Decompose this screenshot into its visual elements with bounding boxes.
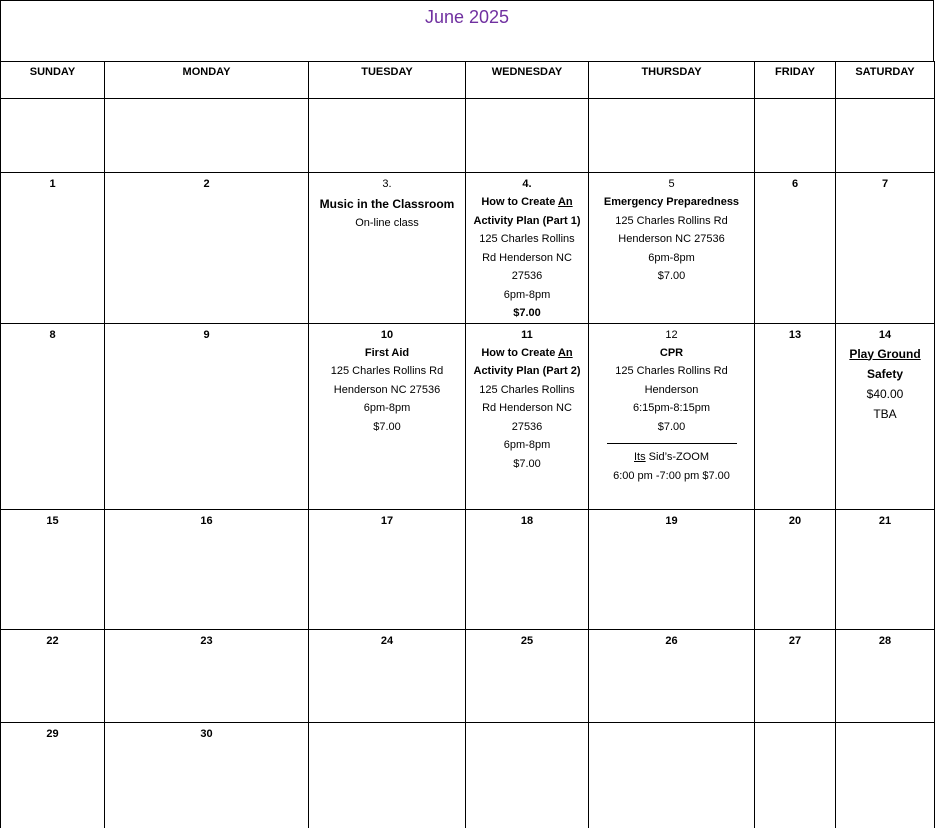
event-price: $7.00	[373, 420, 401, 433]
day-cell	[1, 722, 105, 828]
title-box	[0, 0, 934, 62]
day-number: 27	[788, 634, 802, 647]
day-number: 26	[665, 634, 678, 647]
event-time: 6:15pm-8:15pm	[632, 402, 711, 414]
day-cell	[755, 99, 836, 173]
day-cell	[836, 99, 935, 173]
day-number: 4.	[522, 178, 532, 190]
event-price: $7.00	[657, 420, 686, 433]
day-cell	[1, 509, 105, 629]
day-number: 22	[46, 634, 59, 647]
day-cell	[309, 509, 466, 629]
event-price: $7.00	[657, 270, 686, 282]
event-title-cont: Safety	[866, 366, 904, 381]
day-number: 7	[881, 178, 889, 190]
day-cell	[309, 629, 466, 722]
event-title: Music in the Classroom	[319, 197, 455, 211]
day-cell	[105, 323, 309, 509]
day-cell	[589, 173, 755, 324]
day-number: 28	[878, 634, 892, 647]
event-title: How to Create An	[481, 196, 573, 208]
day-cell	[755, 323, 836, 509]
day-number: 23	[200, 634, 213, 647]
weekday-header-row	[1, 62, 935, 99]
event-detail: Henderson NC 27536	[618, 233, 725, 245]
day-cell	[105, 173, 309, 324]
day-cell	[1, 99, 105, 173]
weekday-tuesday: TUESDAY	[309, 62, 466, 99]
day-cell	[105, 722, 309, 828]
day-cell	[105, 99, 309, 173]
day-cell	[105, 629, 309, 722]
event-time: 6pm-8pm	[363, 402, 411, 414]
day-cell	[466, 509, 589, 629]
event-detail: Rd Henderson NC	[482, 251, 572, 264]
day-cell	[755, 722, 836, 828]
event-time: 6pm-8pm	[503, 439, 551, 451]
day-number: 10	[380, 328, 394, 341]
day-number: 15	[46, 514, 59, 527]
event-title: CPR	[659, 346, 684, 359]
day-cell	[755, 629, 836, 722]
calendar-title: June 2025	[424, 7, 510, 27]
zoom-event-title: Its Sid’s-ZOOM	[634, 451, 709, 463]
day-number: 24	[380, 634, 394, 647]
week-row	[1, 509, 935, 629]
day-cell	[466, 722, 589, 828]
day-number: 6	[791, 178, 799, 190]
day-cell	[309, 99, 466, 173]
weekday-friday: FRIDAY	[755, 62, 836, 99]
event-detail: Rd Henderson NC	[482, 402, 572, 414]
day-number: 11	[521, 328, 533, 341]
day-cell	[589, 323, 755, 509]
event-divider	[607, 443, 737, 444]
day-number: 16	[200, 514, 213, 527]
day-cell	[466, 323, 589, 509]
event-location: TBA	[873, 406, 897, 421]
event-detail: 125 Charles Rollins Rd	[330, 365, 444, 377]
day-cell	[836, 323, 935, 509]
day-cell	[836, 173, 935, 324]
day-cell	[466, 629, 589, 722]
day-cell	[105, 509, 309, 629]
week-row	[1, 99, 935, 173]
weekday-thursday: THURSDAY	[589, 62, 755, 99]
day-number: 2	[203, 178, 210, 190]
event-detail: 27536	[511, 420, 543, 433]
day-number: 20	[788, 514, 802, 527]
day-cell	[309, 173, 466, 324]
event-price: $40.00	[866, 386, 904, 401]
week-row	[1, 323, 935, 509]
day-number: 9	[203, 328, 210, 341]
day-number: 5	[668, 178, 675, 190]
day-number: 8	[49, 328, 56, 341]
day-number: 12	[665, 328, 678, 341]
day-cell	[589, 509, 755, 629]
day-cell	[1, 323, 105, 509]
day-number: 19	[665, 514, 678, 527]
day-number: 25	[520, 634, 534, 647]
day-cell	[755, 509, 836, 629]
week-row	[1, 173, 935, 324]
day-cell	[836, 509, 935, 629]
day-cell	[1, 629, 105, 722]
event-detail: 125 Charles Rollins Rd	[615, 365, 728, 377]
day-cell	[836, 629, 935, 722]
weekday-sunday: SUNDAY	[1, 62, 105, 99]
day-number: 14	[878, 328, 892, 341]
day-number: 1	[49, 178, 56, 190]
zoom-event-time: 6:00 pm -7:00 pm $7.00	[613, 469, 730, 482]
event-price: $7.00	[513, 457, 541, 470]
day-cell	[466, 173, 589, 324]
event-detail: Henderson NC 27536	[333, 383, 441, 396]
day-number: 13	[788, 328, 802, 341]
day-cell	[466, 99, 589, 173]
day-cell	[309, 323, 466, 509]
event-detail: On-line class	[355, 217, 419, 229]
event-title-cont: Activity Plan (Part 1)	[473, 214, 581, 227]
day-number: 21	[878, 514, 892, 527]
event-title-cont: Activity Plan (Part 2)	[473, 365, 581, 377]
event-detail: 125 Charles Rollins	[479, 383, 575, 396]
event-detail: 125 Charles Rollins	[479, 233, 575, 245]
day-cell	[1, 173, 105, 324]
day-number: 18	[520, 514, 534, 527]
day-number: 30	[200, 727, 213, 740]
week-row	[1, 722, 935, 828]
day-cell	[836, 722, 935, 828]
event-title: How to Create An	[481, 346, 573, 359]
weekday-monday: MONDAY	[105, 62, 309, 99]
day-cell	[309, 722, 466, 828]
day-number: 3.	[382, 178, 392, 190]
weekday-wednesday: WEDNESDAY	[466, 62, 589, 99]
event-detail: Henderson	[644, 383, 699, 396]
day-cell	[589, 722, 755, 828]
weekday-saturday: SATURDAY	[836, 62, 935, 99]
calendar-grid	[0, 61, 935, 828]
day-cell	[589, 99, 755, 173]
event-detail: 125 Charles Rollins Rd	[615, 214, 728, 227]
day-number: 17	[380, 514, 394, 527]
event-detail: 27536	[511, 270, 543, 282]
day-cell	[589, 629, 755, 722]
event-time: 6pm-8pm	[503, 288, 551, 301]
event-title: Emergency Preparedness	[603, 196, 740, 208]
event-time: 6pm-8pm	[648, 251, 695, 264]
day-number: 29	[46, 727, 59, 740]
event-title: First Aid	[364, 346, 410, 359]
day-cell	[755, 173, 836, 324]
week-row	[1, 629, 935, 722]
event-title: Play Ground	[849, 346, 921, 361]
event-price: $7.00	[513, 307, 541, 319]
